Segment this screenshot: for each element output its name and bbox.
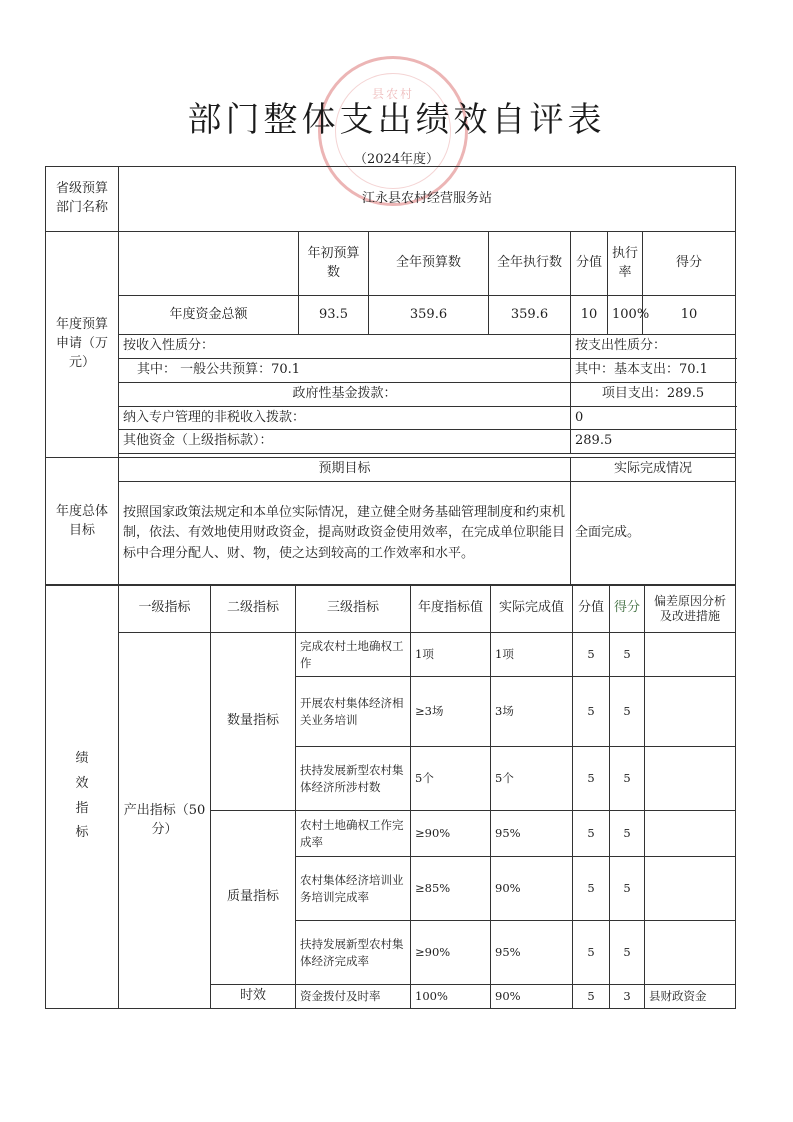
project-expense: 项目支出：289.5 <box>571 382 736 406</box>
year-label: （2024年度） <box>353 152 440 167</box>
total-score-value: 10 <box>571 296 608 335</box>
seal-text: 县农村 <box>371 87 414 101</box>
performance-table <box>45 584 736 1009</box>
total-label: 年度资金总额 <box>119 296 299 335</box>
score-value: 5 <box>610 857 645 921</box>
target-value: 100% <box>411 985 491 1009</box>
budget-table <box>45 166 736 586</box>
deviation-note <box>645 747 736 811</box>
actual-value: 95% <box>491 811 573 857</box>
actual-value: 95% <box>491 921 573 985</box>
target-value: ≥90% <box>411 921 491 985</box>
points-value: 5 <box>573 921 610 985</box>
nontax-value: 0 <box>571 406 736 430</box>
target-value: 1项 <box>411 633 491 677</box>
group-quality: 质量指标 <box>211 811 296 985</box>
header-level1: 一级指标 <box>119 585 211 633</box>
indicator-name: 资金拨付及时率 <box>296 985 411 1009</box>
income-label: 按收入性质分： <box>119 335 571 359</box>
indicator-name: 开展农村集体经济相关业务培训 <box>296 677 411 747</box>
group-timeliness: 时效 <box>211 985 296 1009</box>
target-value: ≥85% <box>411 857 491 921</box>
dept-name: 江永县农村经营服务站 <box>119 167 736 232</box>
total-executed: 359.6 <box>489 296 571 335</box>
expected-header: 预期目标 <box>119 458 571 482</box>
points-value: 5 <box>573 811 610 857</box>
header-points: 分值 <box>573 585 610 633</box>
dept-label: 省级预算部门名称 <box>46 167 119 232</box>
other-value: 289.5 <box>571 430 736 454</box>
nontax-label: 纳入专户管理的非税收入拨款： <box>119 406 571 430</box>
goals-label: 年度总体目标 <box>46 458 119 586</box>
total-initial: 93.5 <box>299 296 369 335</box>
deviation-note <box>645 921 736 985</box>
points-value: 5 <box>573 985 610 1009</box>
actual-value: 3场 <box>491 677 573 747</box>
actual-header: 实际完成情况 <box>571 458 736 482</box>
actual-value: 90% <box>491 857 573 921</box>
group-quantity: 数量指标 <box>211 633 296 811</box>
expected-text: 按照国家政策法规定和本单位实际情况，建立健全财务基础管理制度和约束机制，依法、有效地使用财政资金，提高财政资金使用效率，在完成单位职能目标中合理分配人、财、物，使之达到较高的工作效率和水平。 <box>119 482 571 586</box>
other-label: 其他资金（上级指标款）： <box>119 430 571 454</box>
header-executed: 全年执行数 <box>489 232 571 296</box>
total-exec-rate: 100% <box>608 296 643 335</box>
actual-value: 90% <box>491 985 573 1009</box>
header-score: 得分 <box>643 232 736 296</box>
actual-text: 全面完成。 <box>571 482 736 586</box>
deviation-note <box>645 677 736 747</box>
header-level2: 二级指标 <box>211 585 296 633</box>
indicator-name: 农村土地确权工作完成率 <box>296 811 411 857</box>
budget-label: 年度预算申请（万元） <box>46 232 119 458</box>
gov-fund: 政府性基金拨款： <box>119 382 571 406</box>
total-full: 359.6 <box>369 296 489 335</box>
points-value: 5 <box>573 857 610 921</box>
target-value: 5个 <box>411 747 491 811</box>
score-value: 5 <box>610 811 645 857</box>
points-value: 5 <box>573 747 610 811</box>
level1-output: 产出指标（50分） <box>119 633 211 1009</box>
score-value: 3 <box>610 985 645 1009</box>
header-initial-budget: 年初预算数 <box>299 232 369 296</box>
indicator-name: 完成农村土地确权工作 <box>296 633 411 677</box>
header-full-budget: 全年预算数 <box>369 232 489 296</box>
header-exec-rate: 执行率 <box>608 232 643 296</box>
deviation-note <box>645 633 736 677</box>
points-value: 5 <box>573 633 610 677</box>
score-value: 5 <box>610 921 645 985</box>
header-got: 得分 <box>610 585 645 633</box>
indicator-name: 扶持发展新型农村集体经济完成率 <box>296 921 411 985</box>
basic-expense: 其中：基本支出：70.1 <box>571 358 736 382</box>
points-value: 5 <box>573 677 610 747</box>
public-budget: 其中： 一般公共预算：70.1 <box>119 358 571 382</box>
score-value: 5 <box>610 677 645 747</box>
score-value: 5 <box>610 747 645 811</box>
perf-label-text: 绩效指标 <box>75 751 89 841</box>
actual-value: 1项 <box>491 633 573 677</box>
expense-label: 按支出性质分： <box>571 335 736 359</box>
total-score: 10 <box>643 296 736 335</box>
header-actual: 实际完成值 <box>491 585 573 633</box>
target-value: ≥90% <box>411 811 491 857</box>
target-value: ≥3场 <box>411 677 491 747</box>
page-title: 部门整体支出绩效自评表 <box>187 100 606 140</box>
actual-value: 5个 <box>491 747 573 811</box>
header-deviation: 偏差原因分析及改进措施 <box>645 585 736 633</box>
header-target: 年度指标值 <box>411 585 491 633</box>
deviation-note <box>645 857 736 921</box>
indicator-name: 扶持发展新型农村集体经济所涉村数 <box>296 747 411 811</box>
score-value: 5 <box>610 633 645 677</box>
deviation-note <box>645 811 736 857</box>
indicator-name: 农村集体经济培训业务培训完成率 <box>296 857 411 921</box>
perf-label <box>46 585 119 1009</box>
deviation-note: 县财政资金 <box>645 985 736 1009</box>
header-level3: 三级指标 <box>296 585 411 633</box>
header-score-value: 分值 <box>571 232 608 296</box>
